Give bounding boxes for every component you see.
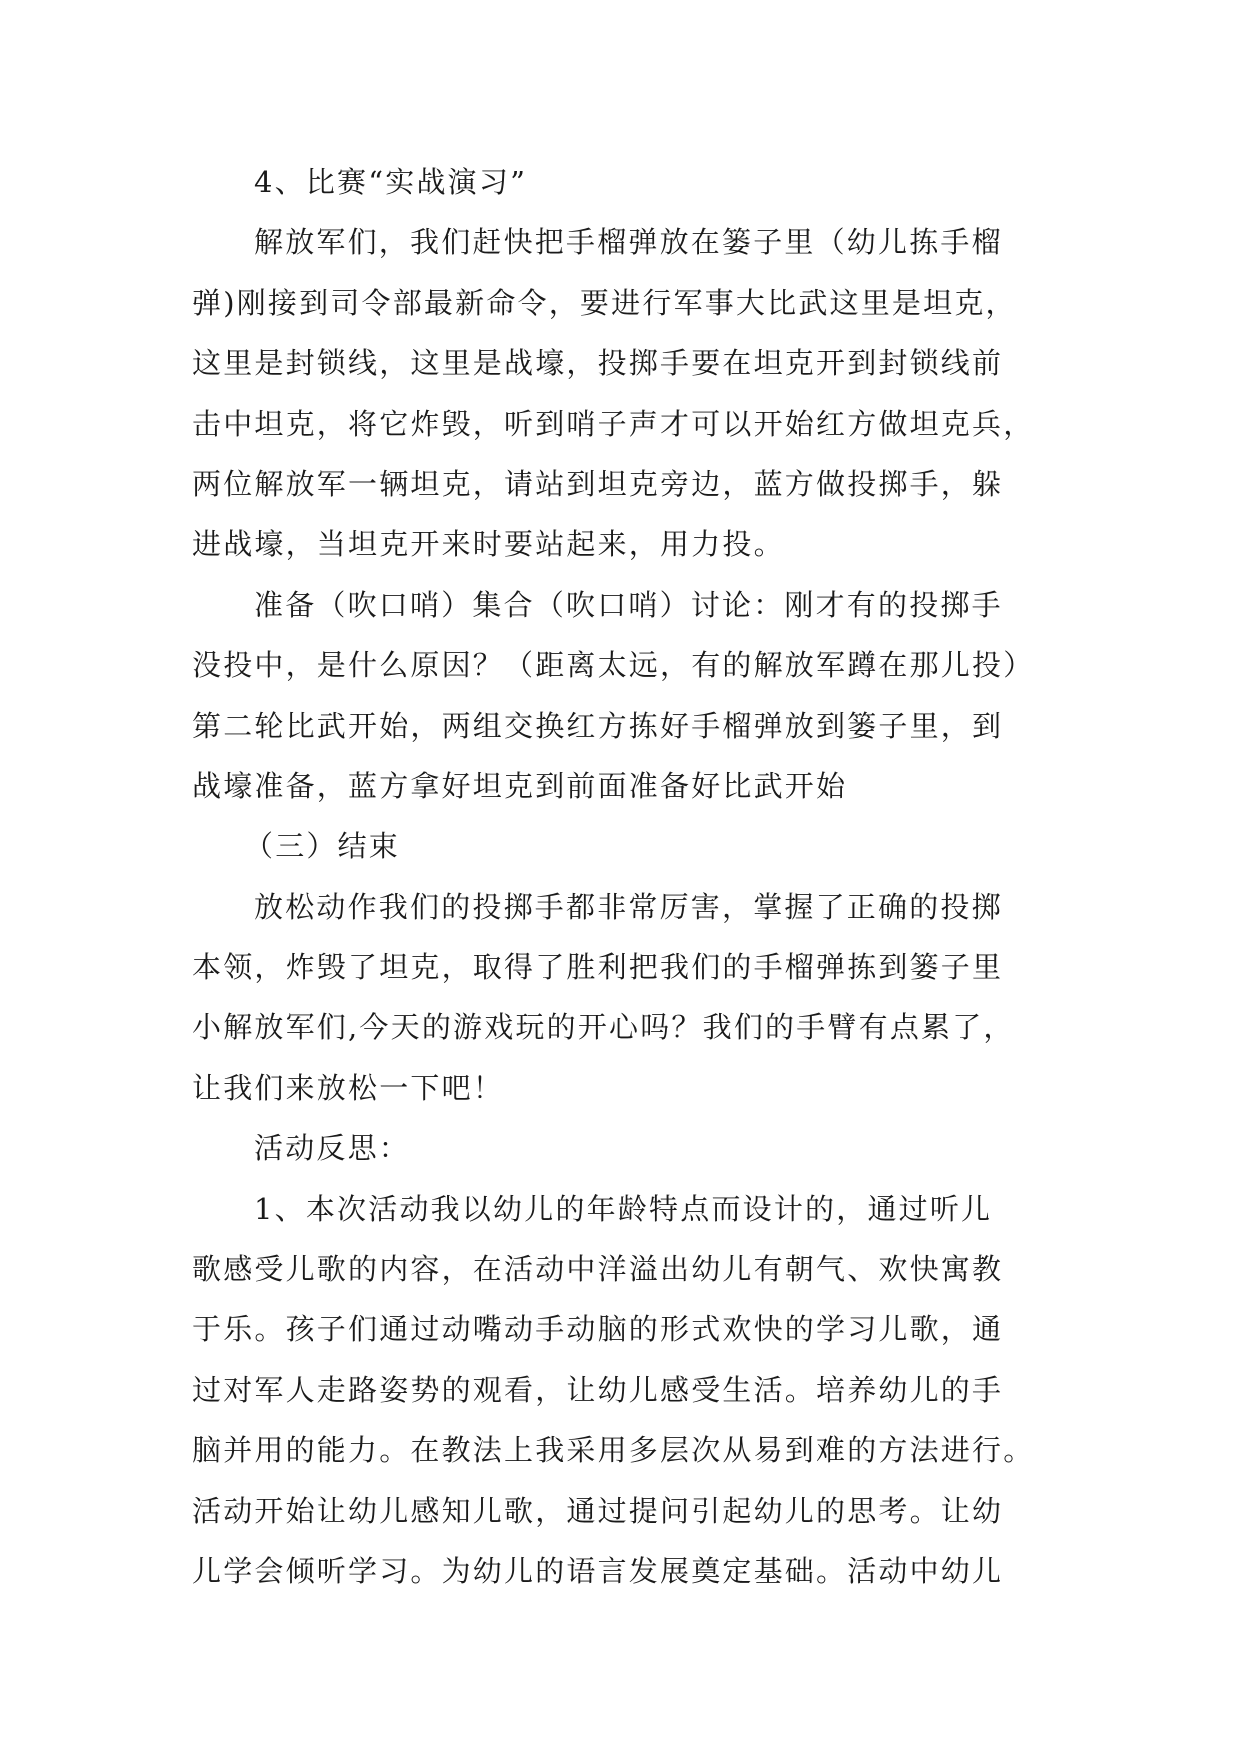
paragraph-line: 小解放军们,今天的游戏玩的开心吗？我们的手臂有点累了， [192,1010,1015,1045]
paragraph-line: 没投中，是什么原因？（距离太远，有的解放军蹲在那儿投） [192,648,1035,683]
paragraph-line: 本领，炸毁了坦克，取得了胜利把我们的手榴弹拣到篓子里 [192,950,1004,985]
paragraph-line: 战壕准备，蓝方拿好坦克到前面准备好比武开始 [192,768,848,803]
paragraph-line: 放松动作我们的投掷手都非常厉害，掌握了正确的投掷 [254,889,1003,924]
section-heading-ending: （三）结束 [244,829,401,864]
paragraph-line: 歌感受儿歌的内容，在活动中洋溢出幼儿有朝气、欢快寓教 [192,1252,1004,1287]
paragraph-line: 儿学会倾听学习。为幼儿的语言发展奠定基础。活动中幼儿 [192,1553,1004,1588]
paragraph-line: 脑并用的能力。在教法上我采用多层次从易到难的方法进行。 [192,1433,1035,1468]
paragraph-line: 准备（吹口哨）集合（吹口哨）讨论：刚才有的投掷手 [254,587,1003,622]
paragraph-line: 解放军们，我们赶快把手榴弹放在篓子里（幼儿拣手榴 [254,225,1003,260]
paragraph-line: 第二轮比武开始，两组交换红方拣好手榴弹放到篓子里，到 [192,708,1004,743]
paragraph-line: 击中坦克，将它炸毁，听到哨子声才可以开始红方做坦克兵， [192,406,1035,441]
paragraph-line: 活动开始让幼儿感知儿歌，通过提问引起幼儿的思考。让幼 [192,1493,1004,1528]
paragraph-line: 弹)刚接到司令部最新命令，要进行军事大比武这里是坦克， [192,285,1017,320]
paragraph-line: 两位解放军一辆坦克，请站到坦克旁边，蓝方做投掷手，躲 [192,466,1004,501]
document-body [192,152,1060,1601]
section-heading-competition: 4、比赛“实战演习” [254,165,528,199]
paragraph-line: 进战壕，当坦克开来时要站起来，用力投。 [192,527,785,562]
paragraph-line: 让我们来放松一下吧！ [192,1070,505,1105]
section-heading-reflection: 活动反思： [254,1131,411,1166]
paragraph-line: 这里是封锁线，这里是战壕，投掷手要在坦克开到封锁线前 [192,346,1004,381]
paragraph-line: 1、本次活动我以幼儿的年龄特点而设计的，通过听儿 [254,1191,993,1226]
paragraph-line: 过对军人走路姿势的观看，让幼儿感受生活。培养幼儿的手 [192,1372,1004,1407]
paragraph-line: 于乐。孩子们通过动嘴动手动脑的形式欢快的学习儿歌，通 [192,1312,1004,1347]
